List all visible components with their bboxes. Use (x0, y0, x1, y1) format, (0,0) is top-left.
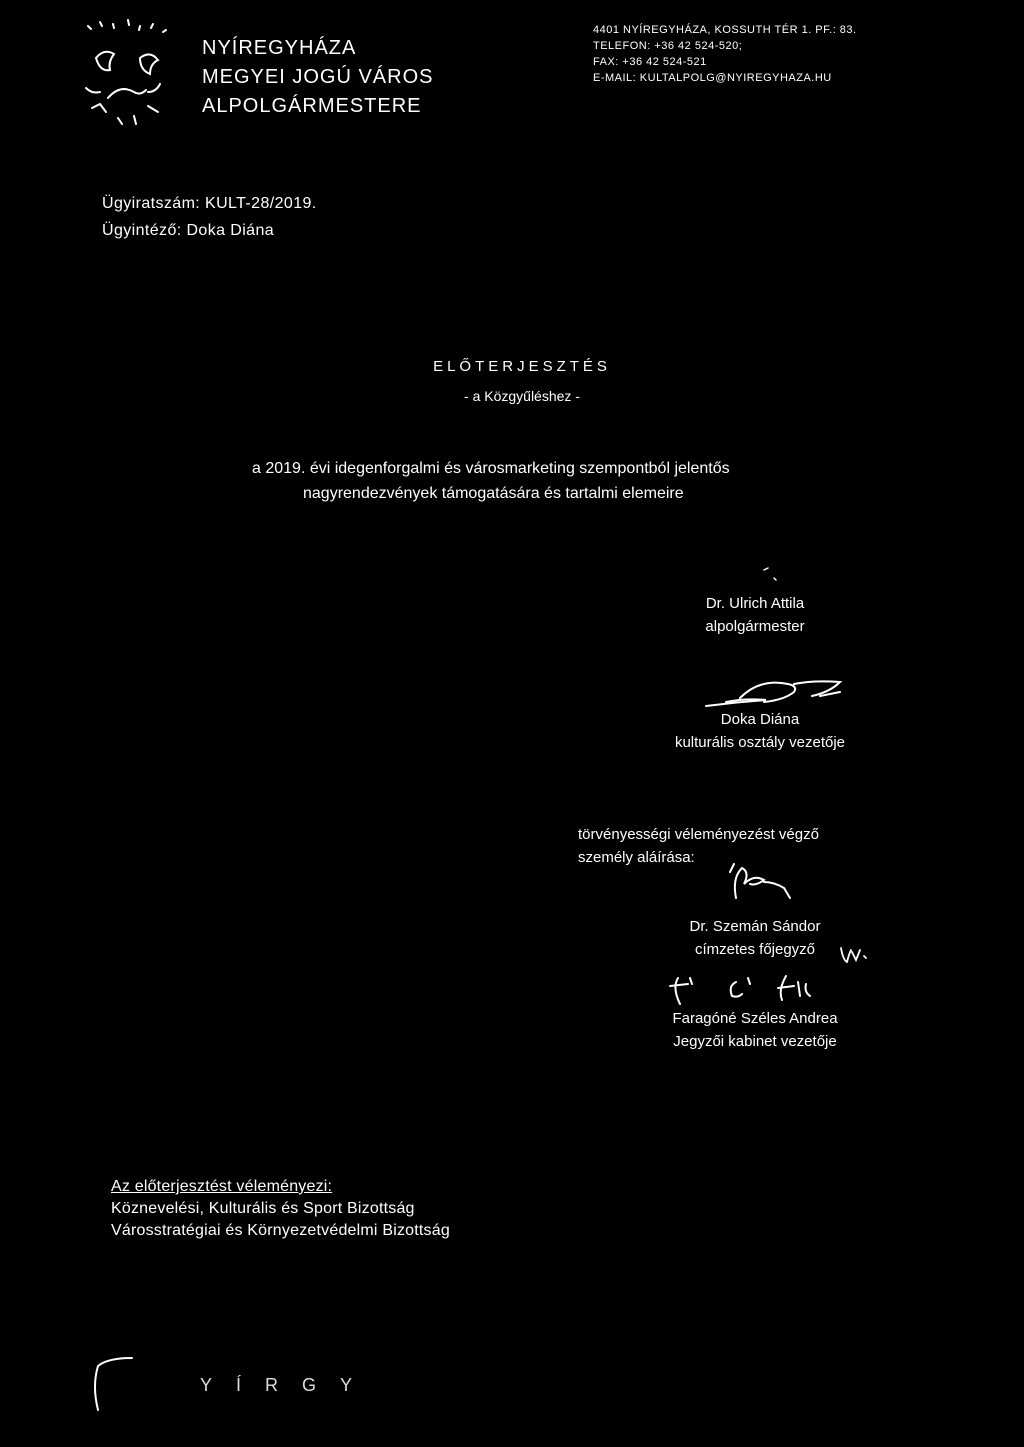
subject-line: nagyrendezvények támogatására és tartalmi elemeire (303, 485, 684, 502)
organization-name (202, 34, 433, 121)
signatory-role: kulturális osztály vezetője (674, 734, 846, 751)
signatory-role: alpolgármester (705, 618, 805, 635)
document-title: ELŐTERJESZTÉS (433, 358, 611, 375)
signatory-role: címzetes főjegyző (694, 941, 816, 958)
committees-heading: Az előterjesztést véleményezi: (111, 1178, 333, 1195)
fax-line: FAX: +36 42 524-521 (593, 56, 707, 68)
signatory-name: Dr. Szemán Sándor (689, 918, 821, 935)
signature-mark-icon (760, 564, 790, 584)
committee-item: Városstratégiai és Környezetvédelmi Bizottság (111, 1222, 450, 1239)
signatory-role: Jegyzői kabinet vezetője (673, 1033, 837, 1050)
reviewing-committees (111, 1176, 450, 1242)
contact-block (593, 22, 857, 86)
review-label-line: személy aláírása: (578, 849, 695, 866)
handwritten-signature-icon (660, 972, 830, 1008)
signature-block-cabinet (630, 1007, 880, 1053)
review-label-line: törvényességi véleményezést végző (578, 826, 819, 843)
document-subtitle: - a Közgyűléshez - (464, 388, 580, 404)
case-officer: Ügyintéző: Doka Diána (102, 222, 275, 239)
signature-block-notary (650, 915, 860, 961)
handwritten-signature-icon (700, 676, 860, 712)
case-meta (102, 190, 317, 244)
footer-text: YÍRGY (200, 1375, 377, 1395)
org-line: ALPOLGÁRMESTERE (202, 95, 422, 117)
handwritten-signature-icon (726, 858, 796, 908)
signature-block-mayor (660, 592, 850, 638)
phone-line: TELEFON: +36 42 524-520; (593, 40, 743, 52)
org-line: MEGYEI JOGÚ VÁROS (202, 66, 434, 88)
signatory-name: Dr. Ulrich Attila (705, 595, 805, 612)
subject-line: a 2019. évi idegenforgalmi és városmarketing szempontból jelentős (252, 460, 730, 477)
signature-block-head (640, 708, 880, 754)
org-line: NYÍREGYHÁZA (202, 37, 357, 59)
document-subject (252, 456, 730, 506)
coat-of-arms-icon (78, 18, 178, 128)
email-line: E-MAIL: KULTALPOLG@NYIREGYHAZA.HU (593, 72, 832, 84)
address-line: 4401 NYÍREGYHÁZA, KOSSUTH TÉR 1. PF.: 83. (593, 24, 857, 36)
signatory-name: Doka Diána (720, 711, 800, 728)
committee-item: Köznevelési, Kulturális és Sport Bizottság (111, 1200, 415, 1217)
signatory-name: Faragóné Széles Andrea (672, 1010, 838, 1027)
case-number: Ügyiratszám: KULT-28/2019. (102, 195, 317, 212)
initials-mark-icon (838, 944, 868, 966)
footer-mark-icon (84, 1350, 144, 1420)
